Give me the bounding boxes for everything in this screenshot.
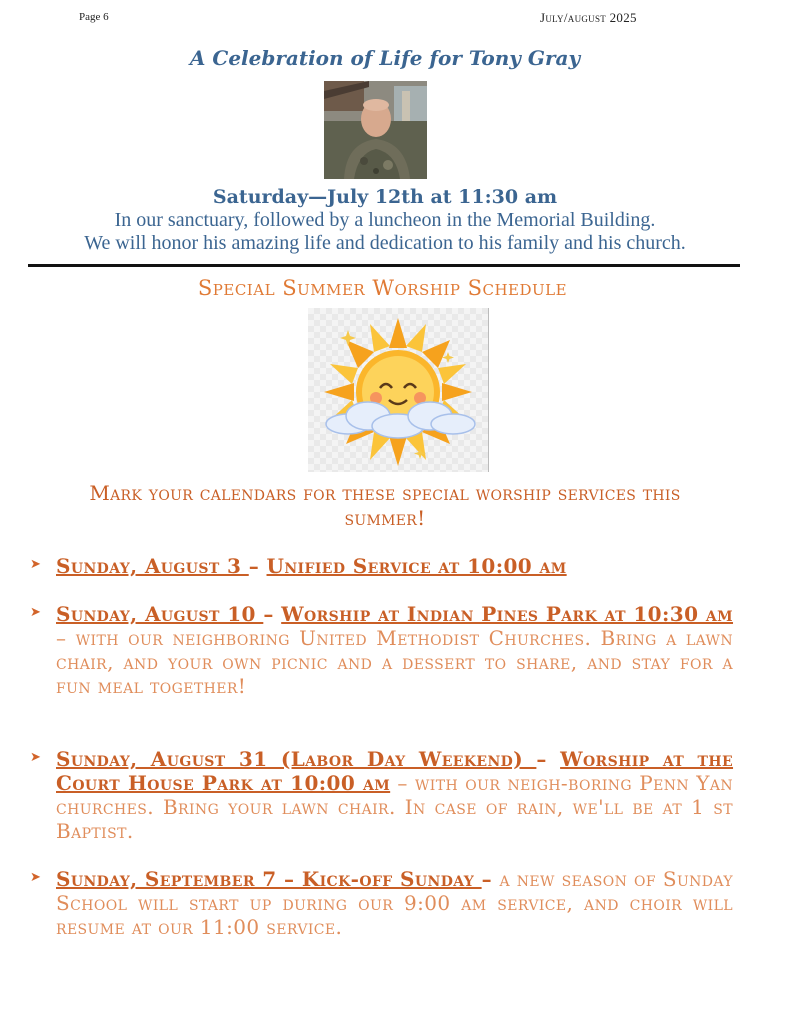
item-event: Unified Service at 10:00 am [266,554,567,578]
section-title: Special Summer Worship Schedule [197,276,568,300]
memorial-tribute: We will honor his amazing life and dedication to his family and his church. [84,232,686,254]
item-date: Sunday, August 3 [56,554,249,578]
item-date: Sunday, August 10 [56,602,264,626]
schedule-item-aug-3 [30,554,733,578]
arrow-bullet-icon: ➤ [30,870,41,885]
item-date: Sunday, September 7 – Kick-off Sunday [56,867,482,891]
arrow-bullet-icon: ➤ [30,557,41,572]
item-details: a new season of Sunday School will start up during our 9:00 am service, and choir will resume at our 11:00 service. [56,867,734,939]
portrait-image [324,81,427,179]
schedule-item-sep-7 [30,867,733,939]
sun-illustration [308,308,489,472]
memorial-photo [324,81,427,179]
memorial-location: In our sanctuary, followed by a luncheon in the Memorial Building. [114,209,656,231]
item-separator: – [536,747,561,771]
item-event: Worship at Indian Pines Park at 10:30 am [281,602,734,626]
calendar-heading: Mark your calendars for these special worship services this summer! [89,481,681,530]
arrow-bullet-icon: ➤ [30,750,41,765]
item-separator: – [481,867,500,891]
schedule-item-aug-31 [30,747,733,843]
item-separator: – [248,554,267,578]
section-divider [28,264,740,267]
item-event: Worship at the Court House Park at 10:00 am [56,747,734,795]
item-details: – with our neighboring United Methodist Churches. Bring a lawn chair, and your own picnic and a dessert to share, and stay for a fun meal together! [56,626,733,698]
item-separator: – [263,602,282,626]
service-date: Saturday—July 12th at 11:30 am [212,186,558,208]
arrow-bullet-icon: ➤ [30,605,41,620]
smiling-sun-icon [308,308,488,472]
issue-date: July/august 2025 [540,10,637,25]
memorial-title: A Celebration of Life for Tony Gray [189,46,581,70]
item-date: Sunday, August 31 (Labor Day Weekend) [56,747,537,771]
page-number: Page 6 [79,11,109,23]
schedule-item-aug-10 [30,602,733,698]
item-details: – with our neigh-boring Penn Yan churches. Bring your lawn chair. In case of rain, we'll be at 1 st Baptist. [56,771,733,843]
